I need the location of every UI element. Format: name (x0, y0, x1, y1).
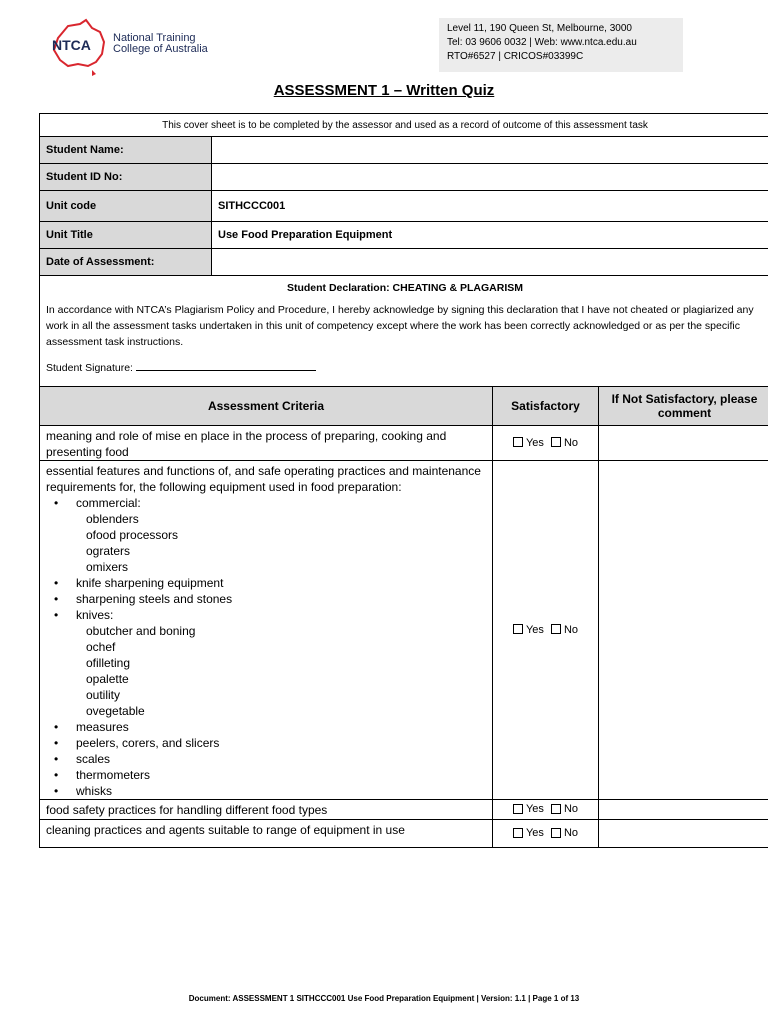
no-checkbox[interactable] (551, 804, 561, 814)
assessment-cover-table (39, 113, 768, 848)
no-checkbox[interactable] (551, 624, 561, 634)
list-item: • whisks (76, 783, 486, 799)
date-label: Date of Assessment: (40, 249, 212, 276)
list-item: ovegetable (86, 704, 145, 718)
student-id-field[interactable] (212, 164, 768, 191)
satisfactory-row-1: Yes No (493, 426, 599, 461)
list-item: • knives: obutcher and boning ochef ofilleting opalette outility ovegetable (76, 607, 486, 719)
comment-header: If Not Satisfactory, please comment (599, 387, 768, 426)
list-item: • peelers, corers, and slicers (76, 735, 486, 751)
signature-line[interactable] (136, 360, 316, 371)
list-item: ograters (86, 544, 131, 558)
satisfactory-row-2: Yes No (493, 461, 599, 800)
contact-box (439, 18, 683, 72)
unit-title-value: Use Food Preparation Equipment (212, 222, 768, 249)
comment-row-1[interactable] (599, 426, 768, 461)
unit-title-label: Unit Title (40, 222, 212, 249)
declaration-section (40, 276, 768, 387)
student-name-field[interactable] (212, 137, 768, 164)
list-item: • sharpening steels and stones (76, 591, 486, 607)
equipment-list (46, 495, 486, 799)
contact-tel-web: Tel: 03 9606 0032 | Web: www.ntca.edu.au (447, 37, 637, 48)
comment-row-4[interactable] (599, 820, 768, 848)
page-footer: Document: ASSESSMENT 1 SITHCCC001 Use Food Preparation Equipment | Version: 1.1 | Page 1 of 13 (188, 994, 580, 1003)
contact-rto: RTO#6527 | CRICOS#03399C (447, 51, 584, 62)
comment-row-3[interactable] (599, 800, 768, 820)
list-item: • knife sharpening equipment (76, 575, 486, 591)
declaration-text: In accordance with NTCA’s Plagiarism Policy and Procedure, I hereby acknowledge by signing this declaration that I have not cheated or plagiarized any work in all the assessment tasks undertaken in this unit of competency except where the work has been correctly acknowledged or as per the specific assessment task instructions. (46, 304, 754, 348)
ntca-logo (48, 18, 248, 78)
criteria-header: Assessment Criteria (40, 387, 493, 426)
document-title: ASSESSMENT 1 – Written Quiz (273, 82, 495, 99)
satisfactory-row-3: Yes No (493, 800, 599, 820)
satisfactory-row-4: Yes No (493, 820, 599, 848)
list-item: outility (86, 688, 121, 702)
unit-code-value: SITHCCC001 (212, 191, 768, 222)
contact-address: Level 11, 190 Queen St, Melbourne, 3000 (447, 23, 632, 34)
yes-checkbox[interactable] (513, 624, 523, 634)
list-item: omixers (86, 560, 129, 574)
list-item: • commercial: oblenders ofood processors ograters omixers (76, 495, 486, 575)
date-field[interactable] (212, 249, 768, 276)
signature-label: Student Signature: (46, 362, 133, 374)
logo-name: National Training College of Australia (113, 32, 208, 55)
logo-abbr: NTCA (52, 37, 91, 53)
list-item: obutcher and boning (86, 624, 196, 638)
no-checkbox[interactable] (551, 828, 561, 838)
yes-checkbox[interactable] (513, 828, 523, 838)
list-item: ofilleting (86, 656, 131, 670)
declaration-title: Student Declaration: CHEATING & PLAGARISM (286, 282, 524, 294)
list-item: opalette (86, 672, 129, 686)
list-item: ofood processors (86, 528, 179, 542)
comment-row-2[interactable] (599, 461, 768, 800)
no-checkbox[interactable] (551, 437, 561, 447)
signature-row (46, 360, 764, 376)
cover-note: This cover sheet is to be completed by the assessor and used as a record of outcome of this assessment task (40, 114, 768, 137)
list-item: • scales (76, 751, 486, 767)
yes-checkbox[interactable] (513, 804, 523, 814)
student-name-label: Student Name: (40, 137, 212, 164)
criteria-row-1: meaning and role of mise en place in the process of preparing, cooking and presenting food (40, 426, 493, 461)
list-item: • measures (76, 719, 486, 735)
list-item: ochef (86, 640, 116, 654)
criteria-row-3: food safety practices for handling different food types (40, 800, 493, 820)
student-id-label: Student ID No: (40, 164, 212, 191)
list-item: oblenders (86, 512, 139, 526)
yes-checkbox[interactable] (513, 437, 523, 447)
criteria-row-2: essential features and functions of, and safe operating practices and maintenance requirements for, the following equipment used in food preparation: • commercial: oblenders ofood processors ograters omixers • knife sharpening equipment • sharpening steels and stones • knives: obutcher and boning ochef ofilleting opalette outility ovegetable • measures • peelers, corers, and slicers • scales • thermometers • whisks (40, 461, 493, 800)
satisfactory-header: Satisfactory (493, 387, 599, 426)
criteria-row-4: cleaning practices and agents suitable to range of equipment in use (40, 820, 493, 848)
australia-map-icon (48, 18, 110, 78)
list-item: • thermometers (76, 767, 486, 783)
unit-code-label: Unit code (40, 191, 212, 222)
